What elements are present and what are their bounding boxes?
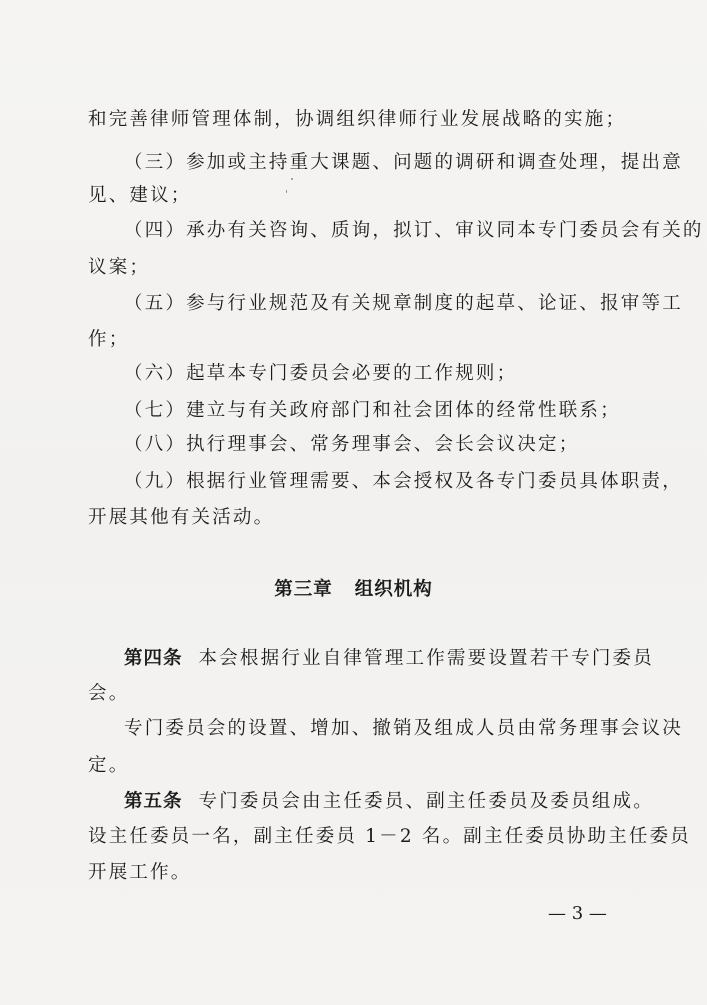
text-line: 开展工作。 <box>88 862 192 883</box>
article-5-line <box>124 786 669 818</box>
text-line: （三）参加或主持重大课题、问题的调研和调查处理，提出意 <box>124 152 683 173</box>
text-line: 会。 <box>88 683 130 704</box>
article-5-text: 专门委员会由主任委员、副主任委员及委员组成。 <box>198 791 654 812</box>
chapter-heading <box>0 574 707 606</box>
page-number-value: 3 <box>571 903 584 924</box>
article-5-label: 第五条 <box>124 791 183 812</box>
text-line: （九）根据行业管理需要、本会授权及各专门委员具体职责， <box>124 471 683 492</box>
text-line: 定。 <box>88 755 130 776</box>
chapter-number: 第三章 <box>274 579 333 600</box>
scan-speck <box>286 190 287 193</box>
text-line: 和完善律师管理体制，协调组织律师行业发展战略的实施； <box>88 109 627 130</box>
text-line: （七）建立与有关政府部门和社会团体的经常性联系； <box>124 400 621 421</box>
text-line: 作； <box>88 329 130 350</box>
article-4-label: 第四条 <box>124 648 183 669</box>
text-line: （八）执行理事会、常务理事会、会长会议决定； <box>124 434 580 455</box>
chapter-title: 组织机构 <box>354 579 433 600</box>
article-4-line <box>124 643 669 675</box>
text-line: （四）承办有关咨询、质询，拟订、审议同本专门委员会有关的 <box>124 220 704 241</box>
text-line: 开展其他有关活动。 <box>88 507 275 528</box>
text-line: （五）参与行业规范及有关规章制度的起草、论证、报审等工 <box>124 293 683 314</box>
article-4-text: 本会根据行业自律管理工作需要设置若干专门委员 <box>198 648 654 669</box>
page-number: — 3 — <box>548 903 607 924</box>
text-line: 议案； <box>88 257 151 278</box>
scan-speck <box>291 178 293 180</box>
text-line: 见、建议； <box>88 185 192 206</box>
text-line: 设主任委员一名，副主任委员 1－2 名。副主任委员协助主任委员 <box>88 826 692 847</box>
text-line: （六）起草本专门委员会必要的工作规则； <box>124 363 518 384</box>
text-line: 专门委员会的设置、增加、撤销及组成人员由常务理事会议决 <box>124 718 683 739</box>
